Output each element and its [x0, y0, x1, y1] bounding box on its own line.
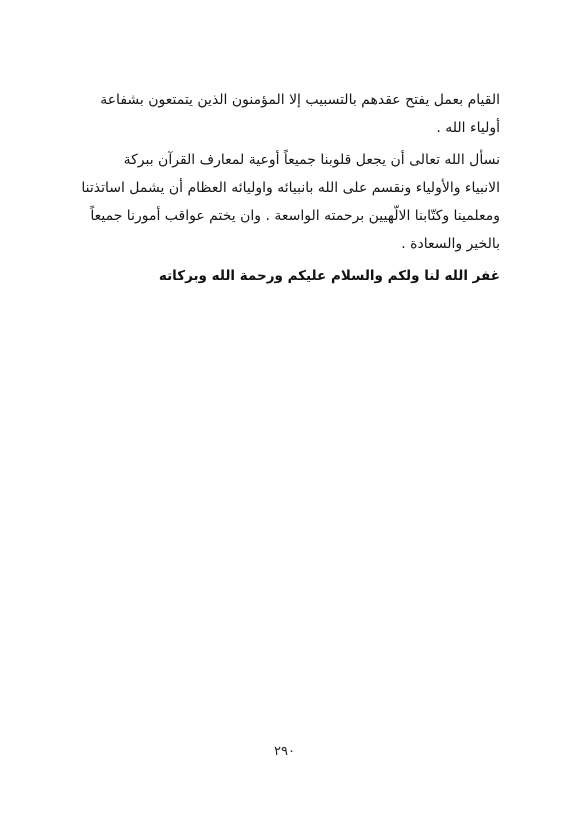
text-line: بالخير والسعادة . [401, 236, 500, 252]
text-line: أولياء الله . [436, 120, 500, 136]
text-line: القيام بعمل يفتح عقدهم بالتسبيب إلا المؤمنون الذين يتمتعون بشفاعة [100, 92, 500, 108]
page-number: ٢٩٠ [274, 744, 295, 759]
text-line: ومعلمينا وكتّابنا الالّهيين برحمته الواسعة . وان يختم عواقب أمورنا جميعاً [90, 208, 500, 224]
body-paragraph-2 [72, 146, 500, 258]
closing-salutation: غفر الله لنا ولكم والسلام عليكم ورحمة الله وبركاته [158, 268, 500, 284]
text-line: نسأل الله تعالى أن يجعل قلوبنا جميعاً أوعية لمعارف القرآن ببركة [123, 152, 500, 168]
body-paragraph-1 [72, 86, 500, 142]
text-line: الانبياء والأولياء ونقسم على الله بانبيائه واوليائه العظام أن يشمل اساتذتنا [81, 180, 500, 196]
